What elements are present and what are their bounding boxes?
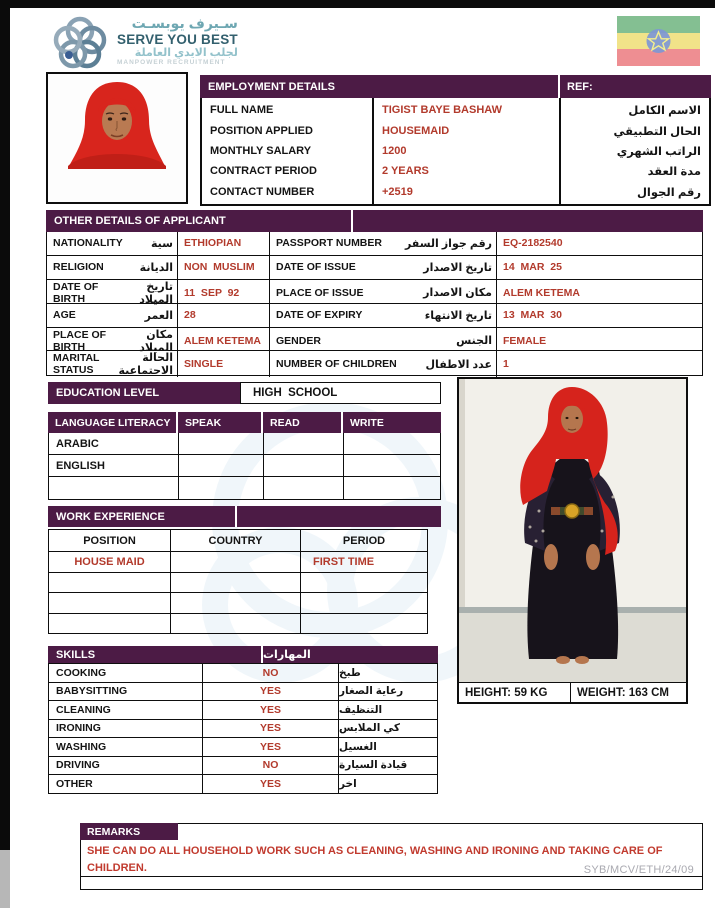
weight-value: WEIGHT: 163 CM bbox=[570, 683, 686, 702]
skill-name-arabic: اخر bbox=[339, 777, 357, 790]
field-label: DATE OF EXPIRY bbox=[276, 309, 363, 322]
field-label-arabic: الجنس bbox=[456, 335, 492, 348]
skill-value: NO bbox=[203, 757, 339, 775]
country-cell bbox=[171, 552, 301, 572]
skill-name-arabic: كي الملابس bbox=[339, 722, 400, 735]
field-label-arabic: رقم الجوال bbox=[636, 186, 701, 199]
field-label-arabic: عدد الاطفال bbox=[425, 358, 492, 371]
field-value: TIGIST BAYE BASHAW bbox=[382, 104, 502, 117]
skill-name-arabic: الغسيل bbox=[339, 740, 377, 753]
employment-details-section bbox=[200, 75, 711, 206]
field-label-arabic: تاريخ الانتهاء bbox=[424, 309, 492, 322]
education-level-value: HIGH SCHOOL bbox=[240, 382, 441, 404]
education-level-label: EDUCATION LEVEL bbox=[48, 382, 240, 404]
field-label-arabic: الحالة الاجتماعية bbox=[118, 352, 173, 378]
remarks-title: REMARKS bbox=[80, 823, 178, 840]
skill-name: WASHING bbox=[49, 738, 203, 756]
position-cell bbox=[49, 614, 171, 634]
column-header: COUNTRY bbox=[171, 530, 301, 551]
field-label: CONTACT NUMBER bbox=[210, 185, 315, 198]
skill-name-arabic: التنظيف bbox=[339, 703, 383, 716]
table-row bbox=[49, 593, 427, 614]
skills-title: SKILLS bbox=[48, 646, 263, 663]
other-details-title: OTHER DETAILS OF APPLICANT bbox=[46, 210, 353, 232]
remarks-line: SHE CAN DO ALL HOUSEHOLD WORK SUCH AS CLEANING, WASHING AND IRONING AND TAKING CARE OF bbox=[87, 845, 663, 857]
field-label: AGE bbox=[53, 309, 76, 322]
table-row bbox=[49, 756, 437, 775]
employment-details-header bbox=[200, 75, 711, 98]
field-value: ALEM KETEMA bbox=[178, 328, 270, 354]
field-label: POSITION APPLIED bbox=[210, 124, 313, 137]
write-cell bbox=[344, 477, 440, 499]
table-row bbox=[49, 614, 427, 634]
table-row bbox=[47, 280, 702, 304]
field-value: ALEM KETEMA bbox=[503, 286, 580, 299]
other-details-header-spacer bbox=[353, 210, 703, 232]
field-value: EQ-2182540 bbox=[503, 237, 563, 250]
field-label: MARITAL STATUS bbox=[53, 352, 100, 377]
field-label-arabic: مدة العقد bbox=[647, 166, 701, 179]
applicant-headshot-photo bbox=[46, 72, 188, 204]
work-experience-title: WORK EXPERIENCE bbox=[48, 506, 237, 527]
country-cell bbox=[171, 593, 301, 613]
table-row bbox=[47, 351, 702, 378]
skill-name: OTHER bbox=[49, 775, 203, 793]
skill-value: YES bbox=[203, 720, 339, 738]
field-label: PASSPORT NUMBER bbox=[276, 237, 382, 250]
read-cell bbox=[264, 455, 344, 476]
table-row bbox=[49, 700, 437, 719]
column-header: POSITION bbox=[49, 530, 171, 551]
speak-cell bbox=[179, 433, 264, 454]
column-header: PERIOD bbox=[342, 534, 386, 547]
field-value: +2519 bbox=[382, 185, 413, 198]
employment-details-title: EMPLOYMENT DETAILS bbox=[208, 80, 335, 93]
field-label: PLACE OF BIRTH bbox=[53, 328, 107, 353]
speak-cell bbox=[179, 455, 264, 476]
ref-label: REF: bbox=[558, 75, 711, 98]
brand-name-arabic: سـيرف يوبسـت bbox=[131, 15, 238, 31]
table-row bbox=[49, 682, 437, 701]
field-value: 2 YEARS bbox=[382, 165, 429, 178]
period-cell bbox=[301, 614, 427, 634]
field-label-arabic: سية bbox=[151, 237, 173, 250]
table-row bbox=[202, 161, 709, 181]
other-details-section bbox=[46, 210, 703, 376]
country-cell bbox=[171, 614, 301, 634]
period-cell bbox=[301, 573, 427, 593]
skill-name: CLEANING bbox=[49, 701, 203, 719]
skills-table bbox=[48, 663, 438, 794]
table-row bbox=[49, 663, 437, 682]
skill-value: YES bbox=[203, 701, 339, 719]
work-experience-table bbox=[48, 529, 428, 634]
table-row bbox=[47, 304, 702, 328]
position-cell bbox=[49, 573, 171, 593]
field-value: 14 MAR 25 bbox=[503, 261, 562, 274]
field-label-arabic: الديانة bbox=[139, 261, 173, 274]
employment-details-table bbox=[200, 98, 711, 206]
remarks-section bbox=[80, 823, 703, 890]
skill-value: YES bbox=[203, 738, 339, 756]
field-label: RELIGION bbox=[53, 261, 104, 274]
body-stats-row bbox=[459, 682, 686, 702]
field-value: 11 SEP 92 bbox=[178, 280, 270, 306]
language-literacy-header bbox=[48, 412, 441, 433]
table-row bbox=[49, 552, 427, 573]
skills-header bbox=[48, 646, 438, 663]
field-label: CONTRACT PERIOD bbox=[210, 165, 317, 178]
field-label-arabic: مكان الميلاد bbox=[139, 328, 173, 354]
position-cell: HOUSE MAID bbox=[49, 552, 171, 572]
field-label: FULL NAME bbox=[210, 104, 274, 117]
work-experience-header bbox=[48, 506, 441, 527]
read-cell bbox=[264, 477, 344, 499]
field-value: FEMALE bbox=[503, 334, 547, 347]
language-literacy-table bbox=[48, 433, 441, 500]
education-level-section bbox=[48, 382, 441, 404]
height-value: HEIGHT: 59 KG bbox=[465, 686, 548, 699]
left-frame-bar bbox=[0, 0, 10, 850]
knot-rings-icon bbox=[52, 13, 108, 71]
table-row bbox=[202, 182, 709, 202]
skill-value: NO bbox=[203, 664, 339, 682]
field-value: 13 MAR 30 bbox=[503, 309, 562, 322]
read-cell bbox=[264, 433, 344, 454]
field-label-arabic: الاسم الكامل bbox=[628, 105, 701, 118]
table-row bbox=[49, 477, 440, 499]
field-value: ETHIOPIAN bbox=[178, 232, 270, 255]
remarks-line: CHILDREN. bbox=[87, 861, 147, 874]
other-details-table bbox=[46, 232, 703, 376]
language-name bbox=[49, 477, 179, 499]
skill-name-arabic: قيادة السيارة bbox=[339, 759, 408, 772]
skill-name: BABYSITTING bbox=[49, 683, 203, 701]
table-row bbox=[49, 455, 440, 477]
language-name: ARABIC bbox=[49, 433, 179, 454]
document-ref-code: SYB/MCV/ETH/24/09 bbox=[583, 864, 694, 876]
applicant-fullbody-photo-card bbox=[457, 377, 688, 704]
field-label: PLACE OF ISSUE bbox=[276, 286, 364, 299]
table-row bbox=[49, 737, 437, 756]
table-row bbox=[49, 573, 427, 594]
field-label: NATIONALITY bbox=[53, 237, 123, 250]
applicant-fullbody-photo bbox=[459, 379, 686, 682]
period-cell bbox=[301, 593, 427, 613]
field-value: SINGLE bbox=[178, 351, 270, 377]
country-cell bbox=[171, 573, 301, 593]
position-cell bbox=[49, 593, 171, 613]
table-row bbox=[49, 774, 437, 793]
column-divider bbox=[372, 98, 374, 204]
column-header: READ bbox=[263, 412, 343, 433]
column-header: SPEAK bbox=[178, 412, 263, 433]
table-row bbox=[47, 256, 702, 280]
language-literacy-section bbox=[48, 412, 441, 500]
field-label-arabic: الحال التطبيقي bbox=[613, 125, 701, 138]
skill-name: IRONING bbox=[49, 720, 203, 738]
table-row bbox=[202, 141, 709, 161]
top-frame-bar bbox=[0, 0, 715, 8]
skill-name: COOKING bbox=[49, 664, 203, 682]
skill-name: DRIVING bbox=[49, 757, 203, 775]
field-label-arabic: الراتب الشهري bbox=[616, 145, 701, 158]
brand-name: SERVE YOU BEST bbox=[117, 31, 238, 47]
table-row bbox=[202, 100, 709, 120]
field-value: NON MUSLIM bbox=[178, 256, 270, 279]
skill-value: YES bbox=[203, 683, 339, 701]
table-row bbox=[49, 719, 437, 738]
speak-cell bbox=[179, 477, 264, 499]
table-row bbox=[47, 232, 702, 256]
field-value: HOUSEMAID bbox=[382, 124, 450, 137]
write-cell bbox=[344, 455, 440, 476]
skill-name-arabic: طبخ bbox=[339, 666, 361, 679]
brand-logo bbox=[52, 13, 238, 71]
table-row bbox=[49, 433, 440, 455]
field-label: MONTHLY SALARY bbox=[210, 144, 312, 157]
language-name: ENGLISH bbox=[49, 455, 179, 476]
field-label: DATE OF ISSUE bbox=[276, 261, 356, 274]
column-header: LANGUAGE LITERACY bbox=[48, 412, 178, 433]
write-cell bbox=[344, 433, 440, 454]
field-label-arabic: تاريخ الاصدار bbox=[423, 261, 492, 274]
ethiopia-flag-icon bbox=[617, 16, 700, 66]
brand-text bbox=[117, 13, 238, 66]
table-row bbox=[47, 328, 702, 352]
field-label: GENDER bbox=[276, 334, 321, 347]
column-divider bbox=[559, 98, 561, 204]
skill-name-arabic: رعاية الصغار bbox=[339, 685, 404, 698]
field-label-arabic: مكان الاصدار bbox=[423, 287, 492, 300]
field-label: DATE OF BIRTH bbox=[53, 280, 99, 305]
field-value: 1200 bbox=[382, 144, 407, 157]
skills-title-arabic: المهارات bbox=[263, 649, 311, 661]
left-frame-bar-footer bbox=[0, 850, 10, 908]
column-header: WRITE bbox=[343, 412, 441, 433]
remarks-divider bbox=[81, 876, 702, 877]
table-header-row bbox=[49, 530, 427, 552]
field-value: 1 bbox=[503, 358, 509, 371]
field-label-arabic: رقم جواز السفر bbox=[404, 237, 492, 250]
period-cell: FIRST TIME bbox=[313, 555, 375, 568]
brand-tagline-arabic: لجلب الايدي العاملة bbox=[134, 46, 238, 59]
field-label-arabic: تاريخ الميلاد bbox=[139, 280, 173, 306]
table-row bbox=[202, 121, 709, 141]
field-label-arabic: العمر bbox=[144, 309, 173, 322]
field-value: 28 bbox=[178, 304, 270, 327]
field-label: NUMBER OF CHILDREN bbox=[276, 358, 397, 371]
work-experience-header-spacer bbox=[237, 506, 441, 527]
other-details-header bbox=[46, 210, 703, 232]
skill-value: YES bbox=[203, 775, 339, 793]
brand-tagline: MANPOWER RECRUITMENT bbox=[117, 59, 226, 67]
